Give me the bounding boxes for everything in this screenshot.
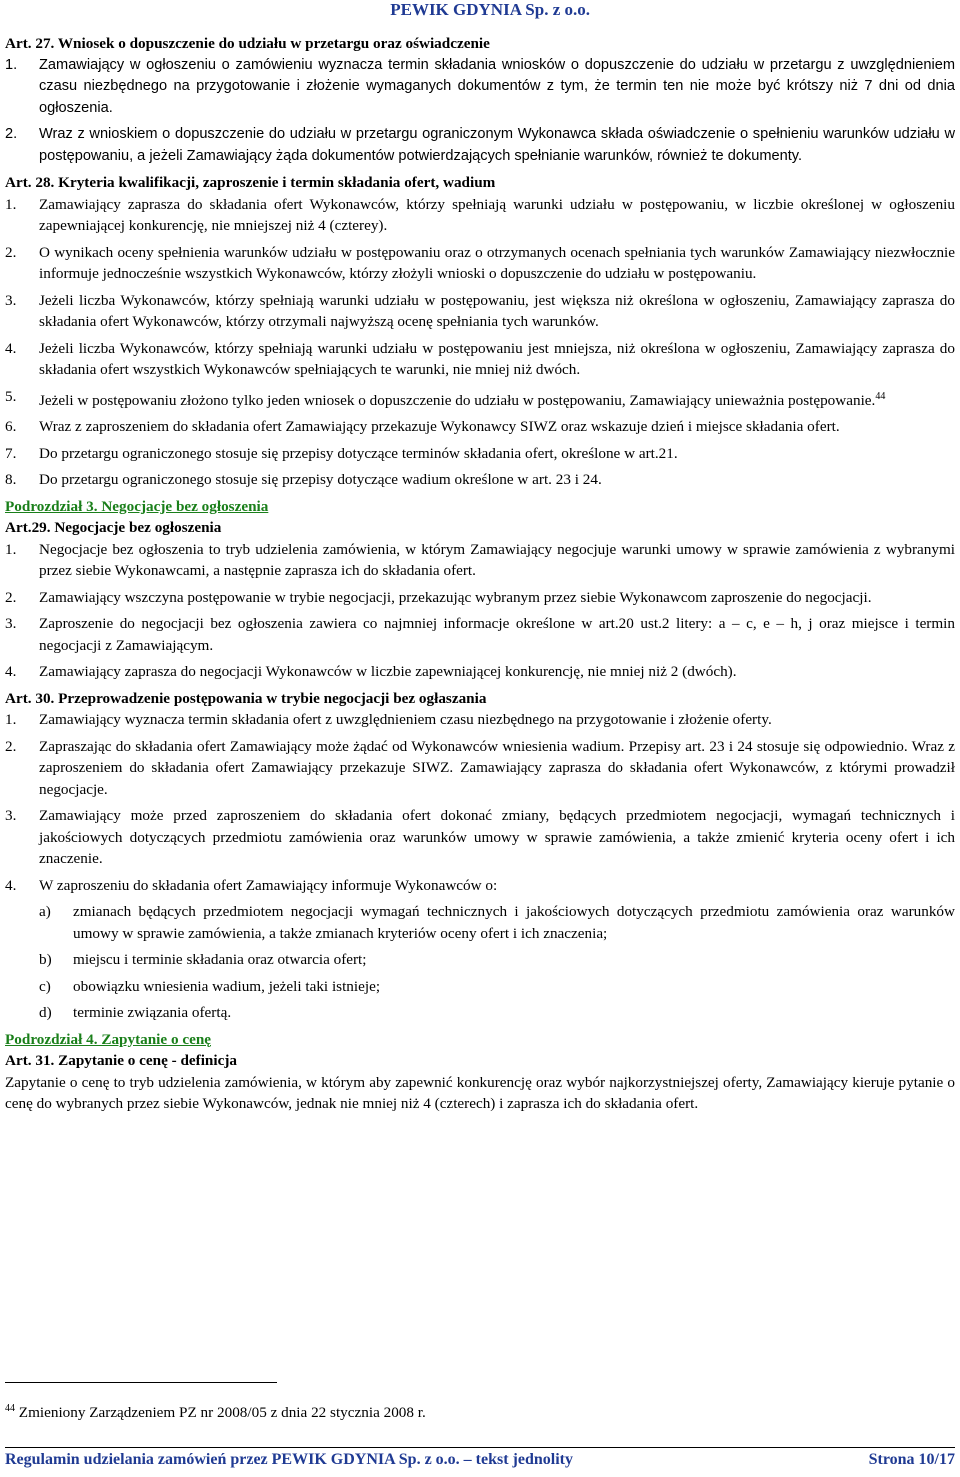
list-item: [5, 469, 955, 491]
item-number: 5.: [5, 387, 17, 405]
item-text: [39, 539, 955, 582]
art31-heading: Art. 31. Zapytanie o cenę - definicja: [5, 1052, 237, 1070]
list-item: [5, 416, 955, 438]
item-text-content: Zaproszenie do negocjacji bez ogłoszenia zawiera co najmniej informacje określone w art.20 ust.2 litery: a – c, e – h, j oraz miejsce i termin negocjacji z Zamawiającym.: [39, 615, 955, 654]
item-text-content: Zamawiający może przed zaproszeniem do składania ofert dokonać zmiany, będących przedmiotem negocjacji, wymagań technicznych i jakościowych dotyczących przedmiotu zamówienia oraz warunków umowy w sprawie zamówienia, a także zmienić kryteria oceny ofert i ich znaczenie.: [39, 807, 955, 868]
footnote-separator: [5, 1382, 277, 1383]
list-item: [5, 875, 955, 897]
item-text-content: Wraz z zaproszeniem do składania ofert Zamawiający przekazuje Wykonawcy SIWZ oraz wskazuje dzień i miejsce składania ofert.: [39, 418, 840, 436]
list-item: [5, 736, 955, 801]
page-number: Strona 10/17: [868, 1451, 955, 1468]
item-number: 4.: [5, 663, 17, 681]
item-number: 7.: [5, 444, 17, 462]
footnote-ref: 44: [875, 390, 886, 402]
footer-title: Regulamin udzielania zamówień przez PEWIK GDYNIA Sp. z o.o. – tekst jednolity: [5, 1451, 573, 1468]
item-number: 6.: [5, 418, 17, 436]
art27-list: [5, 55, 955, 168]
item-text: [39, 416, 955, 438]
list-item: [5, 338, 955, 381]
item-text-content: Jeżeli liczba Wykonawców, którzy spełniają warunki udziału w postępowaniu jest mniejsza, niż określona w ogłoszeniu, Zamawiający zaprasza do składania ofert wszystkich Wykonawców spełniających te warunki, nie mniej niż dwóch.: [39, 339, 955, 378]
list-item: [5, 443, 955, 465]
item-number: 1.: [5, 711, 17, 729]
page-footer: [5, 1447, 955, 1469]
item-text: [39, 736, 955, 801]
list-item: [5, 194, 955, 237]
item-number: 8.: [5, 471, 17, 489]
item-text-content: Wraz z wnioskiem o dopuszczenie do udziału w przetargu ograniczonym Wykonawca składa oświadczenie o spełnieniu warunków udziału w postępowaniu, a jeżeli Zamawiający żąda dokumentów potwierdzających spełnianie warunków, również te dokumenty.: [39, 126, 955, 164]
item-text-content: Zamawiający wszczyna postępowanie w trybie negocjacji, przekazując wybranym przez siebie Wykonawcom zaproszenie do negocjacji.: [39, 588, 872, 606]
art28-list: [5, 194, 955, 491]
item-text-content: Do przetargu ograniczonego stosuje się przepisy dotyczące wadium określone w art. 23 i 24.: [39, 471, 602, 489]
list-item: [5, 613, 955, 656]
art30-heading: Art. 30. Przeprowadzenie postępowania w trybie negocjacji bez ogłaszania: [5, 689, 487, 707]
item-text-content: obowiązku wniesienia wadium, jeżeli taki istnieje;: [73, 977, 381, 995]
item-text: [39, 613, 955, 656]
item-number: 3.: [5, 807, 17, 825]
item-text-content: miejscu i terminie składania oraz otwarcia ofert;: [73, 951, 367, 969]
item-number: d): [39, 1004, 52, 1022]
item-text-content: W zaproszeniu do składania ofert Zamawiający informuje Wykonawców o:: [39, 876, 498, 894]
item-text-content: Jeżeli w postępowaniu złożono tylko jeden wniosek o dopuszczenie do udziału w postępowaniu, Zamawiający unieważnia postępowanie.: [39, 391, 876, 409]
list-item: [5, 242, 955, 285]
item-number: b): [39, 951, 52, 969]
item-text-content: Zamawiający zaprasza do negocjacji Wykonawców w liczbie zapewniającej konkurencję, nie mniej niż 2 (dwóch).: [39, 663, 737, 681]
art30-list: [5, 709, 955, 896]
item-number: 3.: [5, 291, 17, 309]
item-text: [39, 469, 955, 491]
sub-list-item: [39, 976, 955, 998]
sub-list-item: [39, 1002, 955, 1024]
item-text-content: Zapraszając do składania ofert Zamawiający może żądać od Wykonawców wniesienia wadium. Przepisy art. 23 i 24 stosuje się odpowiednio. Wraz z zaproszeniem do składania ofert Zamawiający przekazuje SIWZ. Zamawiający zaprasza do składania ofert Wykonawców, z którymi prowadził negocjacje.: [39, 737, 955, 798]
item-text-content: Jeżeli liczba Wykonawców, którzy spełniają warunki udziału w postępowaniu, jest większa niż określona w ogłoszeniu, Zamawiający zaprasza do składania ofert Wykonawców, którzy otrzymali najwyższą ocenę spełniania tych warunków.: [39, 291, 955, 330]
subchapter-3-heading: Podrozdział 3. Negocjacje bez ogłoszenia: [5, 497, 269, 515]
page-header-company: PEWIK GDYNIA Sp. z o.o.: [390, 0, 590, 19]
item-text: [39, 338, 955, 381]
item-text: [39, 55, 955, 120]
item-number: 1.: [5, 56, 18, 73]
footnote-text: Zmieniony Zarządzeniem PZ nr 2008/05 z dnia 22 stycznia 2008 r.: [15, 1404, 426, 1422]
item-number: 2.: [5, 588, 17, 606]
item-number: 2.: [5, 126, 18, 142]
art29-list: [5, 539, 955, 683]
item-text: [39, 443, 955, 465]
item-number: c): [39, 977, 51, 995]
item-text: [39, 875, 955, 897]
subchapter-4-heading: Podrozdział 4. Zapytanie o cenę: [5, 1030, 212, 1048]
list-item: [5, 386, 955, 412]
item-text: [39, 587, 955, 609]
art30-sublist: [5, 901, 955, 1024]
item-number: a): [39, 903, 51, 921]
art27-heading: Art. 27. Wniosek o dopuszczenie do udziału w przetargu oraz oświadczenie: [5, 35, 490, 52]
list-item: [5, 805, 955, 870]
footnote: [5, 1403, 426, 1422]
item-text-content: Negocjacje bez ogłoszenia to tryb udzielenia zamówienia, w którym Zamawiający negocjuje warunki umowy w sprawie zamówienia z wybranymi przez siebie Wykonawcami, a następnie zaprasza ich do składania ofert.: [39, 540, 955, 580]
item-number: 4.: [5, 876, 17, 894]
item-text: [73, 949, 955, 971]
item-text: [39, 386, 955, 412]
item-text: [39, 805, 955, 870]
item-number: 1.: [5, 195, 17, 213]
item-text-content: Zamawiający zaprasza do składania ofert Wykonawców, którzy spełniają warunki udziału w postępowaniu, w liczbie określonej w ogłoszeniu zapewniającej konkurencję, nie mniejszej niż 4 (czterey).: [39, 195, 955, 234]
list-item: [5, 124, 955, 167]
list-item: [5, 539, 955, 582]
item-text: [73, 976, 955, 998]
art28-heading: Art. 28. Kryteria kwalifikacji, zaproszenie i termin składania ofert, wadium: [5, 174, 496, 191]
art29-heading: Art.29. Negocjacje bez ogłoszenia: [5, 519, 222, 537]
art31-text: Zapytanie o cenę to tryb udzielenia zamówienia, w którym aby zapewnić konkurencję oraz wybór najkorzystniejszej oferty, Zamawiający kieruje pytanie o cenę do wybranych przez siebie Wykonawców, jednak nie mniej niż 4 (czterech) i zaprasza ich do składania ofert.: [5, 1073, 955, 1113]
sub-list-item: [39, 949, 955, 971]
item-text-content: Zamawiający w ogłoszeniu o zamówieniu wyznacza termin składania wniosków o dopuszczenie do udziału w przetargu z uwzględnieniem czasu niezbędnego na przygotowanie i złożenie wymaganych dokumentów z tym, że termin ten nie może być krótszy niż 7 dni od dnia ogłoszenia.: [39, 56, 955, 116]
list-item: [5, 55, 955, 120]
item-text: [39, 290, 955, 333]
sub-list-item: [39, 901, 955, 944]
item-number: 2.: [5, 737, 17, 755]
list-item: [5, 709, 955, 731]
item-text: [73, 1002, 955, 1024]
item-number: 2.: [5, 243, 17, 261]
item-text-content: O wynikach oceny spełnienia warunków udziału w postępowaniu oraz o otrzymanych ocenach spełniania tych warunków Zamawiający niezwłocznie informuje jednocześnie wszystkich Wykonawców, którzy złożyli wnioski o dopuszczenie do udziału w postępowaniu.: [39, 243, 955, 282]
item-text-content: terminie związania ofertą.: [73, 1004, 232, 1022]
list-item: [5, 587, 955, 609]
item-number: 3.: [5, 615, 17, 633]
list-item: [5, 661, 955, 683]
item-text: [39, 242, 955, 285]
item-number: 4.: [5, 339, 17, 357]
item-text: [39, 124, 955, 167]
document-body: [5, 33, 955, 1115]
item-text: [39, 661, 955, 683]
item-text-content: Do przetargu ograniczonego stosuje się przepisy dotyczące terminów składania ofert, określone w art.21.: [39, 444, 678, 462]
item-text: [39, 194, 955, 237]
item-text-content: Zamawiający wyznacza termin składania ofert z uwzględnieniem czasu niezbędnego na przygotowanie i złożenie oferty.: [39, 711, 772, 729]
item-text: [39, 709, 955, 731]
list-item: [5, 290, 955, 333]
footnote-number: 44: [5, 1403, 15, 1414]
item-number: 1.: [5, 540, 17, 558]
item-text: [73, 901, 955, 944]
item-text-content: zmianach będących przedmiotem negocjacji wymagań technicznych i jakościowych dotyczących przedmiotu zamówienia oraz warunków umowy w sprawie zamówienia, a także zmianach kryteriów oceny ofert i ich znaczenia;: [73, 903, 955, 942]
